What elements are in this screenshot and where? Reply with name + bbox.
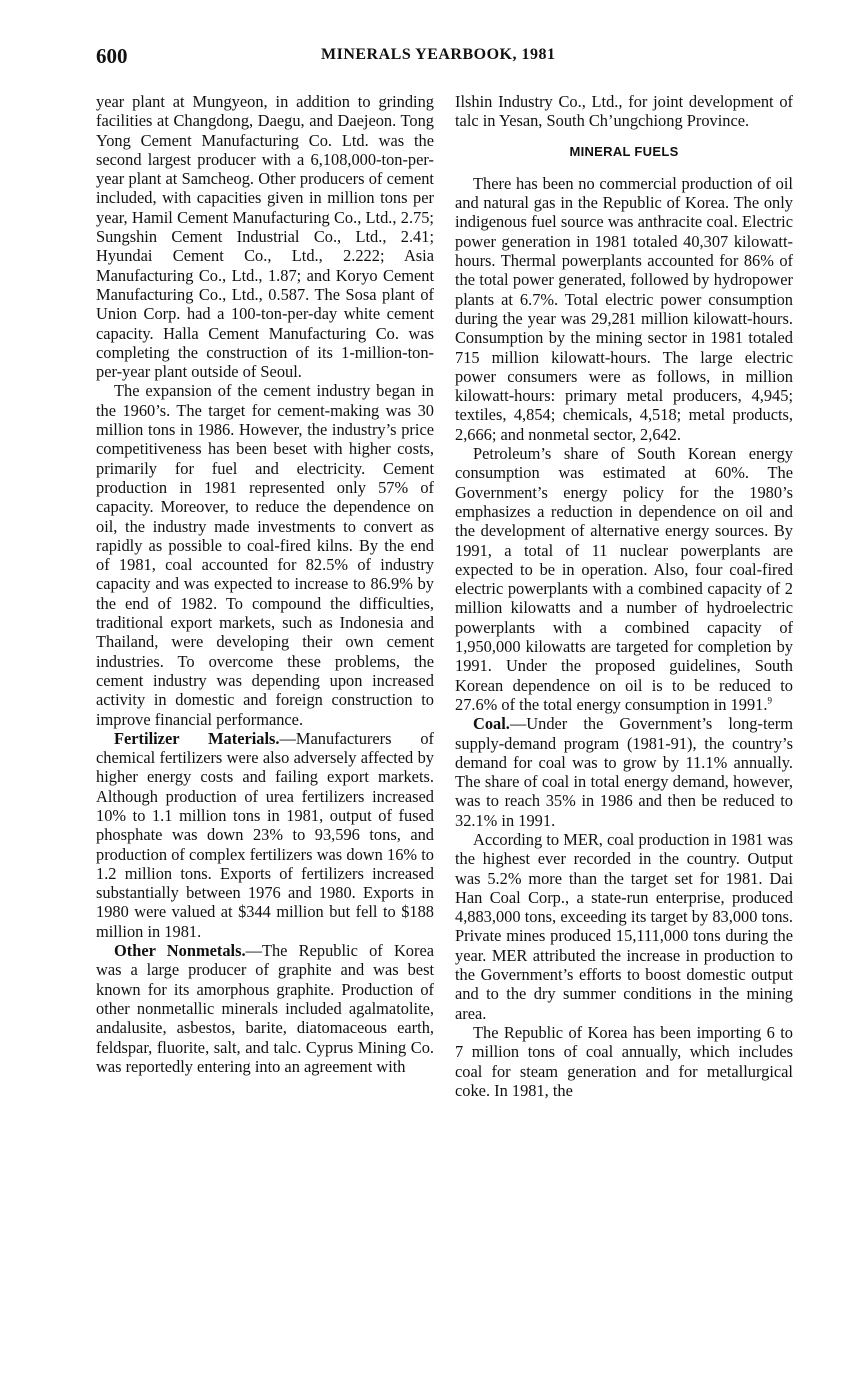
footnote-marker: 9 (767, 695, 772, 706)
paragraph (455, 444, 793, 714)
run-in-heading: Other Nonmetals. (114, 941, 246, 961)
paragraph: The Republic of Korea has been importing 6 to 7 million tons of coal annually, which includes coal for steam generation and for metallurgical coke. In 1981, the (455, 1022, 793, 1100)
paragraph: There has been no commercial production of oil and natural gas in the Republic of Korea. The only indigenous fuel source was anthracite coal. Electric power generation in 1981 totaled 40,307 kilowatt-hours. Thermal powerplants accounted for 86% of the total power generated, followed by hydropower plants at 6.7%. Total electric power consumption during the year was 29,281 million kilowatt-hours. Consumption by the mining sector in 1981 totaled 715 million kilowatt-hours. The large electric power consumers were as follows, in million kilowatt-hours: primary metal producers, 4,945; textiles, 4,854; chemicals, 4,518; metal products, 2,666; and nonmetal sector, 2,642. (455, 173, 793, 444)
page-number: 600 (96, 44, 128, 68)
paragraph: year plant at Mungyeon, in addition to grinding facilities at Changdong, Daegu, and Daejeon. Tong Yong Cement Manufacturing Co. Ltd. was the second largest producer with a 6,108,000-ton-per-year plant at Samcheog. Other producers of cement included, with capacities given in million tons per year, Hamil Cement Manufacturing Co., Ltd., 2.75; Sungshin Cement Industrial Co., Ltd., 2.41; Hyundai Cement Co., Ltd., 2.222; Asia Manufacturing Co., Ltd., 1.87; and Koryo Cement Manufacturing Co., Ltd., 0.587. The Sosa plant of Union Corp. had a 100-ton-per-day white cement capacity. Halla Cement Manufacturing Co. was completing the construction of its 1-million-ton-per-year plant outside of Seoul. (96, 92, 434, 382)
paragraph: Ilshin Industry Co., Ltd., for joint development of talc in Yesan, South Ch’ungchiong Province. (455, 92, 793, 131)
paragraph-text: —Manufacturers of chemical fertilizers were also adversely affected by higher energy costs and failing export markets. Although production of urea fertilizers increased 10% to 1.1 million tons in 1981, output of fused phosphate was down 23% to 93,596 tons, and production of complex fertilizers was down 16% to 1.2 million tons. Exports of fertilizers increased substantially between 1976 and 1980. Exports in 1980 were valued at $344 million but fell to $188 million in 1981. (96, 728, 434, 941)
run-in-heading: Fertilizer Materials. (114, 728, 280, 748)
run-in-heading: Coal. (473, 714, 510, 734)
paragraph (455, 714, 793, 830)
left-column (96, 92, 434, 1076)
page-header (96, 44, 796, 72)
section-heading: MINERAL FUELS (569, 143, 679, 159)
paragraph (96, 941, 434, 1076)
paragraph: According to MER, coal production in 1981 was the highest ever recorded in the country. Output was 5.2% more than the target set for 1981. Dai Han Coal Corp., a state-run enterprise, produced 4,883,000 tons, exceeding its target by 83,000 tons. Private mines produced 15,111,000 tons during the year. MER attributed the increase in production to the Government’s efforts to boost domestic output and to the dry summer conditions in the mining area. (455, 829, 793, 1023)
paragraph-text: —The Republic of Korea was a large producer of graphite and was best known for its amorphous graphite. Production of other nonmetallic minerals included agalmatolite, andalusite, asbestos, barite, diatomaceous earth, feldspar, fluorite, salt, and talc. Cyprus Mining Co. was reportedly entering into an agreement with (96, 941, 435, 1076)
paragraph (96, 729, 434, 941)
right-column (455, 92, 793, 1100)
paragraph-text: Petroleum’s share of South Korean energy consumption was estimated at 60%. The Government’s energy policy for the 1980’s emphasizes a reduction in dependence on oil and the development of alternative energy sources. By 1991, a total of 11 nuclear powerplants are expected to be in operation. Also, four coal-fired electric powerplants with a combined capacity of 2 million kilowatts and a number of hydroelectric powerplants with a combined capacity of 1,950,000 kilowatts are targeted for completion by 1991. Under the proposed guidelines, South Korean dependence on oil is to be reduced to 27.6% of the total energy consumption in 1991. (455, 444, 793, 714)
paragraph: The expansion of the cement industry began in the 1960’s. The target for cement-making was 30 million tons in 1986. However, the industry’s price competitiveness has been beset with higher costs, primarily for fuel and electricity. Cement production in 1981 represented only 57% of capacity. Moreover, to reduce the dependence on oil, the industry made investments to convert as rapidly as possible to coal-fired kilns. By the end of 1981, coal accounted for 82.5% of industry capacity and was expected to increase to 86.9% by the end of 1982. To compound the difficulties, traditional export markets, such as Indonesia and Thailand, were developing their own cement industries. To overcome these problems, the cement industry was depending upon increased activity in domestic and foreign construction to improve financial performance. (96, 381, 434, 729)
running-title: MINERALS YEARBOOK, 1981 (321, 46, 556, 63)
paragraph-text: —Under the Government’s long-term supply-demand program (1981-91), the country’s demand for coal was to grow by 11.1% annually. The share of coal in total energy demand, however, was to reach 35% in 1986 and then be reduced to 32.1% in 1991. (455, 714, 793, 830)
